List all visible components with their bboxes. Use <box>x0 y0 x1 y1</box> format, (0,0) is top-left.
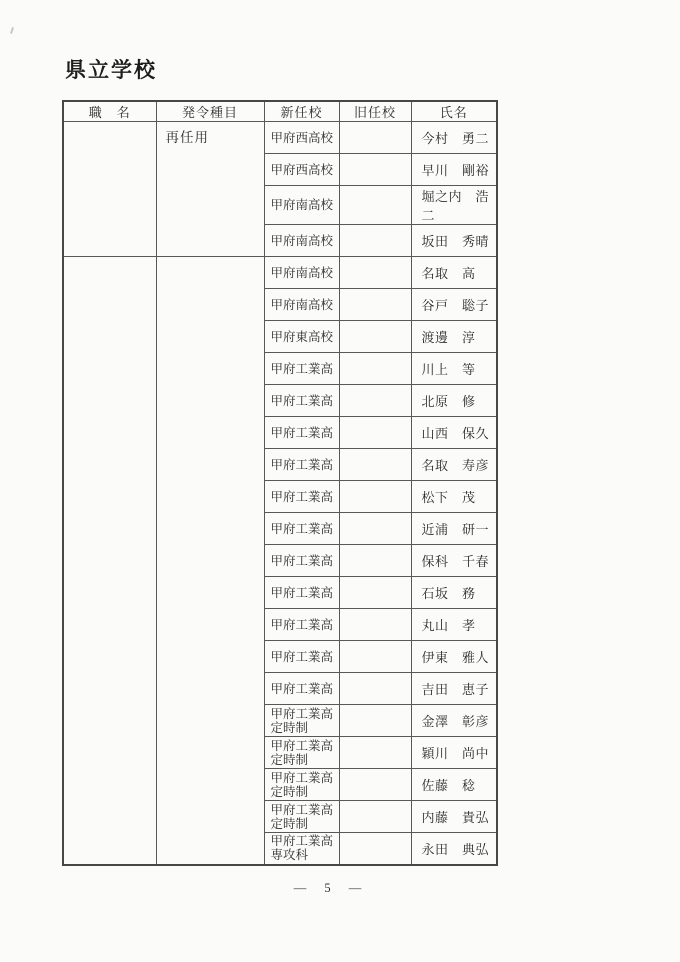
header-name: 氏名 <box>411 101 497 122</box>
cell-name: 伊東 雅人 <box>411 641 497 673</box>
cell-name: 早川 剛裕 <box>411 154 497 186</box>
cell-old-school <box>339 481 411 513</box>
cell-new-school: 甲府工業高 定時制 <box>264 801 339 833</box>
cell-new-school: 甲府工業高 <box>264 513 339 545</box>
appointments-table <box>62 100 498 866</box>
cell-name: 保科 千春 <box>411 545 497 577</box>
page-title: 県立学校 <box>65 59 157 82</box>
cell-name: 石坂 務 <box>411 577 497 609</box>
cell-name: 名取 寿彦 <box>411 449 497 481</box>
cell-name: 谷戸 聡子 <box>411 289 497 321</box>
cell-old-school <box>339 737 411 769</box>
cell-old-school <box>339 385 411 417</box>
cell-old-school <box>339 673 411 705</box>
cell-position <box>63 122 156 257</box>
cell-name: 永田 典弘 <box>411 833 497 865</box>
cell-new-school: 甲府西高校 <box>264 154 339 186</box>
cell-name: 近浦 研一 <box>411 513 497 545</box>
cell-old-school <box>339 353 411 385</box>
cell-old-school <box>339 577 411 609</box>
scan-artifact <box>10 27 14 34</box>
cell-old-school <box>339 545 411 577</box>
cell-old-school <box>339 321 411 353</box>
cell-new-school: 甲府工業高 <box>264 385 339 417</box>
cell-new-school: 甲府工業高 <box>264 481 339 513</box>
cell-new-school: 甲府南高校 <box>264 225 339 257</box>
cell-name: 今村 勇二 <box>411 122 497 154</box>
cell-old-school <box>339 769 411 801</box>
header-new-school: 新任校 <box>264 101 339 122</box>
cell-new-school: 甲府工業高 <box>264 449 339 481</box>
cell-new-school: 甲府工業高 <box>264 417 339 449</box>
header-appointment-type: 発令種目 <box>156 101 264 122</box>
cell-new-school: 甲府工業高 <box>264 577 339 609</box>
cell-name: 内藤 貴弘 <box>411 801 497 833</box>
cell-old-school <box>339 289 411 321</box>
cell-old-school <box>339 122 411 154</box>
header-position: 職 名 <box>63 101 156 122</box>
cell-name: 金澤 彰彦 <box>411 705 497 737</box>
cell-old-school <box>339 801 411 833</box>
cell-new-school: 甲府工業高 <box>264 545 339 577</box>
cell-name: 渡邊 淳 <box>411 321 497 353</box>
cell-new-school: 甲府工業高 定時制 <box>264 737 339 769</box>
page-number: — 5 — <box>293 881 363 895</box>
cell-name: 北原 修 <box>411 385 497 417</box>
cell-new-school: 甲府南高校 <box>264 289 339 321</box>
cell-name: 堀之内 浩二 <box>411 186 497 225</box>
cell-name: 松下 茂 <box>411 481 497 513</box>
cell-position <box>63 257 156 865</box>
cell-old-school <box>339 417 411 449</box>
cell-new-school: 甲府工業高 専攻科 <box>264 833 339 865</box>
cell-name: 川上 等 <box>411 353 497 385</box>
table-row <box>63 122 497 154</box>
cell-name: 穎川 尚中 <box>411 737 497 769</box>
cell-old-school <box>339 225 411 257</box>
cell-new-school: 甲府南高校 <box>264 186 339 225</box>
cell-old-school <box>339 257 411 289</box>
cell-name: 名取 高 <box>411 257 497 289</box>
cell-old-school <box>339 641 411 673</box>
cell-new-school: 甲府工業高 <box>264 353 339 385</box>
cell-old-school <box>339 833 411 865</box>
cell-old-school <box>339 609 411 641</box>
cell-name: 佐藤 稔 <box>411 769 497 801</box>
cell-name: 吉田 恵子 <box>411 673 497 705</box>
table-header-row <box>63 101 497 122</box>
cell-name: 丸山 孝 <box>411 609 497 641</box>
header-old-school: 旧任校 <box>339 101 411 122</box>
cell-old-school <box>339 513 411 545</box>
cell-new-school: 甲府工業高 定時制 <box>264 769 339 801</box>
cell-old-school <box>339 449 411 481</box>
cell-name: 山西 保久 <box>411 417 497 449</box>
cell-name: 坂田 秀晴 <box>411 225 497 257</box>
cell-new-school: 甲府西高校 <box>264 122 339 154</box>
cell-new-school: 甲府工業高 <box>264 673 339 705</box>
cell-new-school: 甲府工業高 定時制 <box>264 705 339 737</box>
cell-old-school <box>339 705 411 737</box>
cell-new-school: 甲府工業高 <box>264 609 339 641</box>
cell-appointment-type <box>156 257 264 865</box>
cell-new-school: 甲府工業高 <box>264 641 339 673</box>
table-row <box>63 257 497 289</box>
cell-old-school <box>339 186 411 225</box>
cell-new-school: 甲府南高校 <box>264 257 339 289</box>
cell-new-school: 甲府東高校 <box>264 321 339 353</box>
cell-old-school <box>339 154 411 186</box>
cell-appointment-type: 再任用 <box>156 122 264 257</box>
